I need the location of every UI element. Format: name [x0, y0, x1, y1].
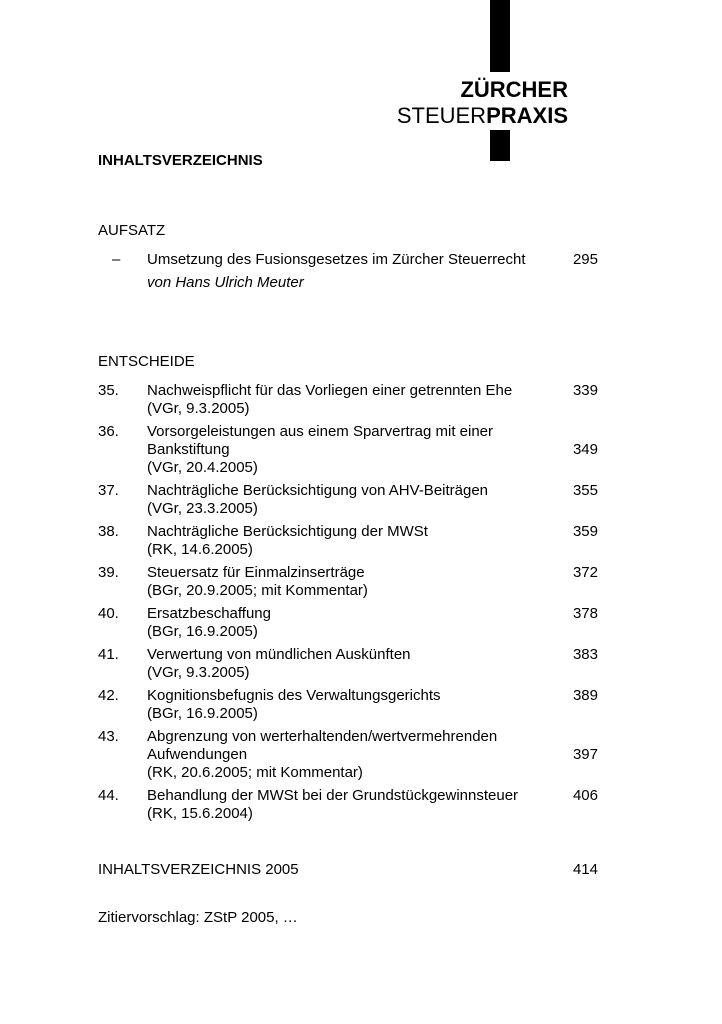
entscheid-court-date: (VGr, 20.4.2005)	[147, 459, 258, 476]
entscheid-title-line: Verwertung von mündlichen Auskünften	[147, 646, 411, 663]
entscheid-title-line: Nachträgliche Berücksichtigung von AHV-Beiträgen	[147, 482, 489, 499]
entscheid-page: 355	[572, 482, 598, 499]
entscheid-page: 383	[572, 646, 598, 663]
entscheid-title-line: Abgrenzung von werterhaltenden/wertvermehrenden	[147, 728, 498, 745]
aufsatz-page: 295	[572, 251, 598, 268]
entscheid-row	[98, 382, 598, 418]
entscheid-court-date: (VGr, 23.3.2005)	[147, 500, 258, 517]
entscheid-row	[98, 482, 598, 518]
entscheid-title-line: Ersatzbeschaffung	[147, 605, 271, 622]
aufsatz-marker: –	[112, 251, 121, 268]
entscheid-title-line: Nachträgliche Berücksichtigung der MWSt	[147, 523, 428, 540]
entscheid-row	[98, 787, 598, 823]
entscheid-title-line: Kognitionsbefugnis des Verwaltungsgerichts	[147, 687, 441, 704]
entscheid-number: 44.	[98, 787, 119, 804]
entscheid-page: 349	[572, 441, 598, 458]
entscheid-title-line: Bankstiftung	[147, 441, 230, 458]
logo-bar-bottom	[490, 130, 510, 161]
entscheid-number: 41.	[98, 646, 119, 663]
entscheid-title-line: Vorsorgeleistungen aus einem Sparvertrag mit einer	[147, 423, 494, 440]
entscheid-court-date: (VGr, 9.3.2005)	[147, 400, 250, 417]
entscheid-court-date: (VGr, 9.3.2005)	[147, 664, 250, 681]
section-heading-entscheide: ENTSCHEIDE	[98, 353, 195, 370]
page-title: INHALTSVERZEICHNIS	[98, 152, 263, 169]
entscheid-title-line: Aufwendungen	[147, 746, 248, 763]
entscheid-row	[98, 523, 598, 559]
entscheid-number: 39.	[98, 564, 119, 581]
entscheid-court-date: (RK, 15.6.2004)	[147, 805, 253, 822]
logo-title-zuercher: ZÜRCHER	[460, 77, 568, 102]
entscheid-row	[98, 605, 598, 641]
entscheid-page: 406	[572, 787, 598, 804]
entscheid-title-line: Behandlung der MWSt bei der Grundstückgewinnsteuer	[147, 787, 519, 804]
entscheid-page: 389	[572, 687, 598, 704]
entscheid-number: 43.	[98, 728, 119, 745]
entscheid-page: 397	[572, 746, 598, 763]
logo-bar-top	[490, 0, 510, 72]
aufsatz-item	[98, 251, 598, 291]
section-heading-aufsatz: AUFSATZ	[98, 222, 166, 239]
aufsatz-author: von Hans Ulrich Meuter	[147, 274, 304, 291]
entscheid-row	[98, 687, 598, 723]
index-2005-line	[98, 861, 598, 879]
entscheid-court-date: (RK, 20.6.2005; mit Kommentar)	[147, 764, 363, 781]
entscheid-row	[98, 646, 598, 682]
aufsatz-title: Umsetzung des Fusionsgesetzes im Zürcher Steuerrecht	[147, 251, 526, 268]
entscheid-number: 40.	[98, 605, 119, 622]
entscheid-page: 359	[572, 523, 598, 540]
entscheid-court-date: (BGr, 20.9.2005; mit Kommentar)	[147, 582, 368, 599]
logo-praxis: PRAXIS	[486, 103, 568, 128]
entscheid-page: 372	[572, 564, 598, 581]
entscheid-title-line: Steuersatz für Einmalzinserträge	[147, 564, 365, 581]
entscheid-title-line: Nachweispflicht für das Vorliegen einer getrennten Ehe	[147, 382, 513, 399]
citation-suggestion: Zitiervorschlag: ZStP 2005, …	[98, 909, 298, 926]
entscheid-number: 36.	[98, 423, 119, 440]
entscheid-court-date: (BGr, 16.9.2005)	[147, 705, 258, 722]
entscheid-page: 378	[572, 605, 598, 622]
entscheid-number: 35.	[98, 382, 119, 399]
entscheid-row	[98, 728, 598, 782]
entscheid-row	[98, 423, 598, 477]
entscheid-number: 38.	[98, 523, 119, 540]
entscheid-court-date: (RK, 14.6.2005)	[147, 541, 253, 558]
logo-title-steuerpraxis	[397, 103, 568, 129]
entscheid-number: 37.	[98, 482, 119, 499]
index-2005-label: INHALTSVERZEICHNIS 2005	[98, 861, 299, 878]
entscheid-row	[98, 564, 598, 600]
entscheid-page: 339	[572, 382, 598, 399]
entscheid-number: 42.	[98, 687, 119, 704]
index-2005-page: 414	[572, 861, 598, 878]
entscheid-court-date: (BGr, 16.9.2005)	[147, 623, 258, 640]
logo-steuer: STEUER	[396, 103, 487, 128]
